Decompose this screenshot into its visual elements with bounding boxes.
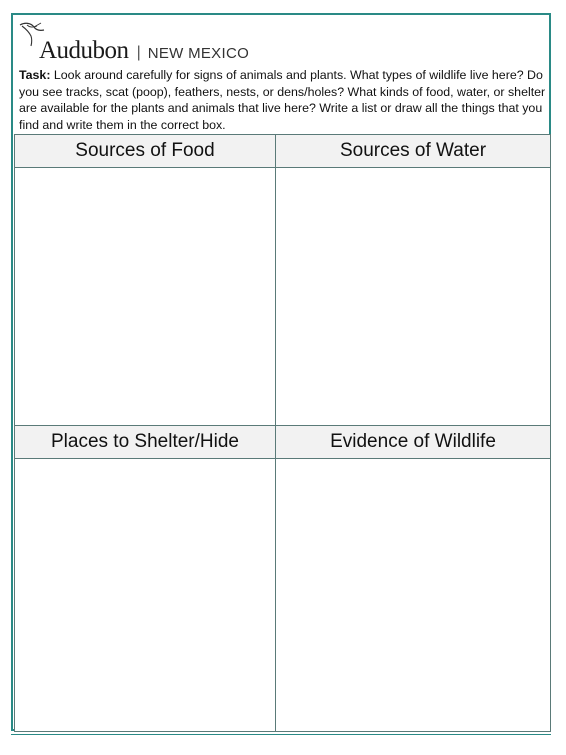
worksheet-header — [13, 15, 549, 136]
box-sources-of-food — [14, 135, 276, 426]
task-instructions — [19, 67, 547, 133]
box-evidence-of-wildlife — [276, 426, 551, 732]
audubon-logo — [17, 19, 249, 63]
box-title-evidence: Evidence of Wildlife — [276, 426, 550, 459]
wildlife-grid — [14, 134, 551, 731]
box-area-evidence[interactable] — [276, 459, 550, 731]
brand-name: Audubon — [39, 37, 129, 64]
box-places-to-shelter — [14, 426, 276, 732]
brand-separator: | — [136, 44, 141, 61]
box-area-shelter[interactable] — [15, 459, 275, 731]
box-area-food[interactable] — [15, 168, 275, 425]
box-title-water: Sources of Water — [276, 135, 550, 168]
box-title-shelter: Places to Shelter/Hide — [15, 426, 275, 459]
box-area-water[interactable] — [276, 168, 550, 425]
worksheet — [11, 13, 551, 731]
task-label: Task: — [19, 68, 51, 82]
box-sources-of-water — [276, 135, 551, 426]
box-title-food: Sources of Food — [15, 135, 275, 168]
task-text: Look around carefully for signs of animals and plants. What types of wildlife live here? Do you see tracks, scat (poop), feathers, nests, or dens/holes? What kinds of food, water, or shelter are available for the plants and animals that live here? Write a list or draw all the things that you find and write them in the correct box. — [19, 68, 546, 132]
bottom-rule — [11, 734, 551, 735]
region-name: NEW MEXICO — [147, 45, 250, 62]
egret-bird-icon — [17, 19, 47, 49]
